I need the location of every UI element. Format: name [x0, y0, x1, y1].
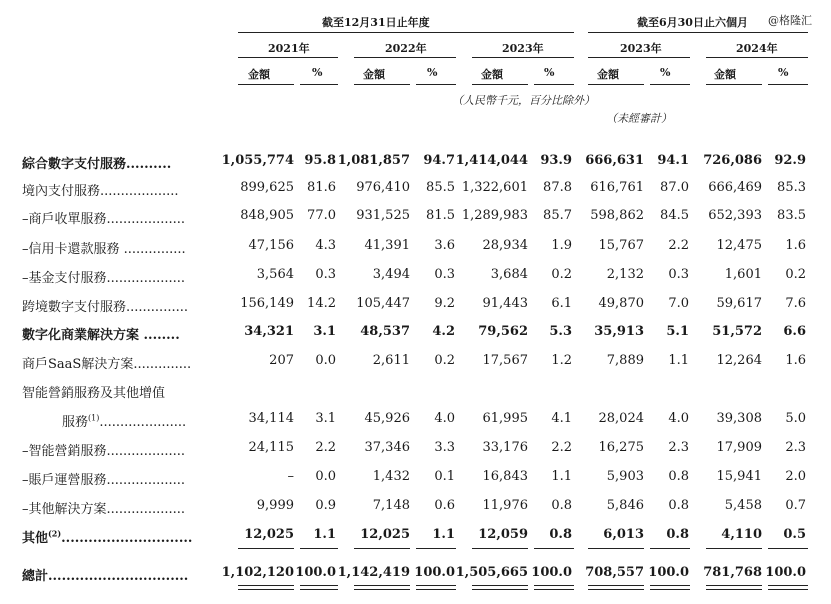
cell-amount-2021: 34,114 [248, 411, 294, 426]
cell-pct-2024-h1: 2.0 [785, 469, 806, 484]
year-header-2022: 2022年 [385, 42, 427, 55]
cell-amount-2023: 12,059 [478, 527, 528, 542]
row-label [22, 527, 192, 546]
cell-amount-2022: 45,926 [364, 411, 410, 426]
cell-pct-2024-h1: 0.2 [785, 267, 806, 282]
year-rule-2021 [238, 57, 338, 58]
cell-pct-2021: 0.0 [315, 353, 336, 368]
row-label-text: 總計............................... [22, 569, 189, 584]
cell-pct-2021: 1.1 [313, 527, 336, 542]
year-header-2023-h1: 2023年 [620, 42, 662, 55]
cell-amount-2024-h1: 726,086 [703, 153, 762, 168]
cell-pct-2024-h1: 1.6 [785, 238, 806, 253]
col-rule-amount-2024-h1 [706, 84, 762, 85]
cell-amount-2022: 41,391 [364, 238, 410, 253]
cell-pct-2024-h1: 85.3 [777, 180, 806, 195]
cell-pct-2021: 3.1 [315, 411, 336, 426]
cell-amount-2022: 12,025 [360, 527, 410, 542]
cell-pct-2023: 1.1 [551, 469, 572, 484]
cell-pct-2023-h1: 0.3 [668, 267, 689, 282]
row-label [22, 153, 171, 172]
cell-amount-2024-h1: 59,617 [716, 296, 762, 311]
row-label-text: 智能營銷服務及其他增值 [22, 386, 166, 401]
cell-pct-2021: 4.3 [315, 238, 336, 253]
row-label-text: 服務 [62, 415, 89, 430]
cell-pct-2024-h1: 0.5 [783, 527, 806, 542]
row-label-text: –基金支付服務................... [22, 271, 186, 286]
cell-pct-2021: 3.1 [313, 324, 336, 339]
row-label [22, 382, 165, 401]
cell-amount-2023-h1: 6,013 [603, 527, 644, 542]
cell-pct-2023-h1: 100.0 [648, 565, 689, 580]
cell-pct-2022: 4.2 [432, 324, 455, 339]
col-pct-2023-h1: % [660, 66, 671, 79]
cell-amount-2022: 7,148 [372, 498, 410, 513]
cell-amount-2024-h1: 12,475 [716, 238, 762, 253]
subtotal-rule-c1 [472, 548, 528, 549]
cell-pct-2023-h1: 94.1 [657, 153, 689, 168]
cell-amount-2023-h1: 598,862 [590, 208, 644, 223]
cell-pct-2023-h1: 0.8 [668, 469, 689, 484]
cell-pct-2022: 94.7 [423, 153, 455, 168]
cell-amount-2023: 1,289,983 [461, 208, 528, 223]
cell-amount-2023: 11,976 [482, 498, 528, 513]
year-header-2023: 2023年 [502, 42, 544, 55]
row-label [22, 238, 186, 257]
row-label-text: –商戶收單服務................... [22, 212, 186, 227]
col-rule-amount-2021 [238, 84, 294, 85]
col-rule-amount-2022 [354, 84, 410, 85]
cell-amount-2024-h1: 51,572 [712, 324, 762, 339]
total-double-rule-2023-pct [534, 585, 574, 590]
row-label-text: –智能營銷服務................... [22, 444, 186, 459]
cell-amount-2023: 91,443 [482, 296, 528, 311]
subtotal-rule-b2 [416, 548, 456, 549]
unit-note: （人民幣千元，百分比除外） [452, 94, 595, 107]
year-rule-2023-h1 [588, 57, 690, 58]
row-label-text: 境內支付服務................... [22, 184, 179, 199]
cell-pct-2022: 3.3 [434, 440, 455, 455]
cell-amount-2023: 16,843 [482, 469, 528, 484]
cell-pct-2021: 14.2 [307, 296, 336, 311]
cell-amount-2024-h1: 39,308 [716, 411, 762, 426]
col-rule-pct-2021 [300, 84, 338, 85]
row-label [22, 440, 185, 459]
cell-pct-2023-h1: 7.0 [668, 296, 689, 311]
row-label-text: –信用卡還款服務 ............... [22, 242, 186, 257]
cell-amount-2022: 1,432 [372, 469, 410, 484]
row-label [22, 208, 185, 227]
cell-amount-2023: 17,567 [482, 353, 528, 368]
col-rule-pct-2023-h1 [650, 84, 690, 85]
cell-pct-2023: 93.9 [540, 153, 572, 168]
cell-pct-2022: 3.6 [434, 238, 455, 253]
cell-amount-2021: 34,321 [244, 324, 294, 339]
leader-dots: ............................. [61, 531, 193, 546]
cell-pct-2023: 100.0 [531, 565, 572, 580]
col-pct-2023: % [544, 66, 555, 79]
subtotal-rule-d2 [650, 548, 690, 549]
col-rule-pct-2023 [534, 84, 574, 85]
cell-amount-2022: 3,494 [372, 267, 410, 282]
cell-amount-2021: 848,905 [240, 208, 294, 223]
cell-pct-2024-h1: 92.9 [774, 153, 806, 168]
col-amount-2022: 金額 [363, 68, 385, 81]
cell-amount-2021: 9,999 [256, 498, 294, 513]
cell-pct-2023-h1: 84.5 [660, 208, 689, 223]
row-label [22, 267, 185, 286]
cell-pct-2023: 1.2 [551, 353, 572, 368]
row-label-text: 綜合數字支付服務.......... [22, 157, 172, 172]
watermark: @格隆汇 [768, 14, 812, 27]
col-amount-2024-h1: 金額 [714, 68, 736, 81]
cell-amount-2021: 156,149 [240, 296, 294, 311]
subtotal-rule-a1 [238, 548, 294, 549]
subtotal-rule-b1 [354, 548, 410, 549]
cell-pct-2022: 1.1 [432, 527, 455, 542]
cell-amount-2024-h1: 4,110 [721, 527, 762, 542]
total-double-rule-2024-h1-pct [768, 585, 808, 590]
col-rule-amount-2023-h1 [588, 84, 644, 85]
cell-pct-2023: 6.1 [551, 296, 572, 311]
cell-pct-2024-h1: 100.0 [765, 565, 806, 580]
cell-amount-2021: 3,564 [256, 267, 294, 282]
row-label [22, 353, 191, 372]
cell-pct-2023: 2.2 [551, 440, 572, 455]
cell-amount-2022: 1,142,419 [337, 565, 410, 580]
cell-amount-2021: 1,102,120 [221, 565, 294, 580]
cell-amount-2024-h1: 17,909 [716, 440, 762, 455]
col-rule-pct-2024-h1 [768, 84, 808, 85]
row-label [22, 324, 180, 343]
cell-amount-2024-h1: 1,601 [724, 267, 762, 282]
cell-pct-2023: 0.8 [551, 498, 572, 513]
cell-pct-2024-h1: 83.5 [777, 208, 806, 223]
row-label [22, 469, 185, 488]
total-double-rule-2024-h1 [706, 585, 762, 590]
cell-pct-2021: 0.0 [315, 469, 336, 484]
cell-amount-2023: 1,414,044 [455, 153, 528, 168]
cell-pct-2023-h1: 0.8 [668, 498, 689, 513]
cell-amount-2021: 47,156 [248, 238, 294, 253]
cell-pct-2024-h1: 7.6 [785, 296, 806, 311]
cell-amount-2021: 1,055,774 [221, 153, 294, 168]
cell-pct-2021: 2.2 [315, 440, 336, 455]
total-double-rule-2023-h1-pct [650, 585, 690, 590]
row-label [22, 296, 188, 315]
cell-amount-2022: 48,537 [360, 324, 410, 339]
cell-pct-2021: 0.3 [315, 267, 336, 282]
col-rule-amount-2023 [472, 84, 528, 85]
col-amount-2021: 金額 [248, 68, 270, 81]
cell-amount-2023-h1: 666,631 [585, 153, 644, 168]
col-amount-2023: 金額 [481, 68, 503, 81]
group-header-year-end: 截至12月31日止年度 [322, 16, 430, 29]
cell-amount-2023-h1: 35,913 [594, 324, 644, 339]
group-header-six-months: 截至6月30日止六個月 [637, 16, 748, 29]
cell-pct-2024-h1: 5.0 [785, 411, 806, 426]
row-label [22, 180, 179, 199]
cell-pct-2022: 0.2 [434, 353, 455, 368]
cell-pct-2023: 4.1 [551, 411, 572, 426]
cell-pct-2023-h1: 2.3 [668, 440, 689, 455]
cell-pct-2023: 87.8 [543, 180, 572, 195]
cell-amount-2024-h1: 15,941 [716, 469, 762, 484]
cell-amount-2022: 2,611 [372, 353, 410, 368]
cell-pct-2021: 95.8 [304, 153, 336, 168]
year-header-2024-h1: 2024年 [736, 42, 778, 55]
cell-pct-2023-h1: 87.0 [660, 180, 689, 195]
cell-amount-2023: 3,684 [490, 267, 528, 282]
row-label [22, 565, 188, 584]
subtotal-rule-d1 [588, 548, 644, 549]
year-rule-2023 [472, 57, 574, 58]
cell-amount-2023-h1: 7,889 [606, 353, 644, 368]
total-double-rule-2023 [472, 585, 528, 590]
group-rule-six-months [588, 32, 808, 33]
cell-amount-2024-h1: 666,469 [708, 180, 762, 195]
cell-pct-2022: 9.2 [434, 296, 455, 311]
year-header-2021: 2021年 [268, 42, 310, 55]
cell-amount-2023-h1: 708,557 [585, 565, 644, 580]
total-double-rule-2021 [238, 585, 294, 590]
subtotal-rule-e1 [706, 548, 762, 549]
col-pct-2021: % [312, 66, 323, 79]
cell-amount-2023-h1: 616,761 [590, 180, 644, 195]
total-double-rule-2021-pct [300, 585, 338, 590]
cell-amount-2024-h1: 781,768 [703, 565, 762, 580]
year-rule-2024-h1 [706, 57, 808, 58]
cell-pct-2022: 85.5 [426, 180, 455, 195]
row-label-text: 商戶SaaS解決方案.............. [22, 357, 192, 372]
cell-pct-2023-h1: 5.1 [666, 324, 689, 339]
cell-amount-2023-h1: 16,275 [598, 440, 644, 455]
row-label-text: 數字化商業解決方案 ........ [22, 328, 180, 343]
cell-pct-2024-h1: 0.7 [785, 498, 806, 513]
cell-pct-2024-h1: 1.6 [785, 353, 806, 368]
cell-pct-2024-h1: 6.6 [783, 324, 806, 339]
cell-amount-2022: 37,346 [364, 440, 410, 455]
leader-dots: ..................... [99, 415, 187, 430]
cell-pct-2021: 0.9 [315, 498, 336, 513]
footnote-marker: (2) [48, 528, 62, 539]
group-rule-year-end [238, 32, 574, 33]
cell-amount-2023-h1: 28,024 [598, 411, 644, 426]
cell-pct-2023: 1.9 [551, 238, 572, 253]
cell-amount-2021: 24,115 [248, 440, 294, 455]
total-double-rule-2023-h1 [588, 585, 644, 590]
unaudited-note: （未經審計） [606, 112, 672, 125]
cell-amount-2023-h1: 49,870 [598, 296, 644, 311]
cell-pct-2024-h1: 2.3 [785, 440, 806, 455]
cell-pct-2023: 85.7 [543, 208, 572, 223]
cell-pct-2021: 77.0 [307, 208, 336, 223]
cell-amount-2023-h1: 2,132 [606, 267, 644, 282]
cell-amount-2023: 61,995 [482, 411, 528, 426]
cell-amount-2023-h1: 15,767 [598, 238, 644, 253]
cell-pct-2022: 0.1 [434, 469, 455, 484]
cell-amount-2023: 1,322,601 [461, 180, 528, 195]
footnote-marker: (1) [88, 413, 100, 423]
cell-pct-2022: 4.0 [434, 411, 455, 426]
cell-pct-2023: 0.8 [549, 527, 572, 542]
cell-amount-2022: 1,081,857 [337, 153, 410, 168]
cell-pct-2022: 100.0 [414, 565, 455, 580]
row-label-text: –其他解決方案................... [22, 502, 186, 517]
cell-amount-2023-h1: 5,846 [606, 498, 644, 513]
cell-amount-2024-h1: 652,393 [708, 208, 762, 223]
cell-pct-2021: 100.0 [295, 565, 336, 580]
cell-amount-2023: 33,176 [482, 440, 528, 455]
cell-pct-2022: 0.3 [434, 267, 455, 282]
cell-amount-2023: 28,934 [482, 238, 528, 253]
row-label-text: –賬戶運營服務................... [22, 473, 186, 488]
cell-amount-2024-h1: 12,264 [716, 353, 762, 368]
cell-pct-2022: 81.5 [426, 208, 455, 223]
cell-amount-2021: 207 [269, 353, 294, 368]
cell-amount-2022: 976,410 [356, 180, 410, 195]
cell-pct-2023: 0.2 [551, 267, 572, 282]
subtotal-rule-c2 [534, 548, 574, 549]
col-pct-2022: % [427, 66, 438, 79]
total-double-rule-2022 [354, 585, 410, 590]
year-rule-2022 [354, 57, 456, 58]
cell-pct-2023: 5.3 [549, 324, 572, 339]
cell-amount-2022: 931,525 [356, 208, 410, 223]
cell-amount-2022: 105,447 [356, 296, 410, 311]
cell-amount-2021: – [287, 469, 294, 484]
cell-pct-2022: 0.6 [434, 498, 455, 513]
cell-amount-2023: 79,562 [478, 324, 528, 339]
total-double-rule-2022-pct [416, 585, 456, 590]
cell-amount-2024-h1: 5,458 [724, 498, 762, 513]
cell-pct-2021: 81.6 [307, 180, 336, 195]
subtotal-rule-a2 [300, 548, 338, 549]
cell-pct-2023-h1: 1.1 [668, 353, 689, 368]
col-rule-pct-2022 [416, 84, 456, 85]
cell-pct-2023-h1: 4.0 [668, 411, 689, 426]
row-label [62, 411, 186, 430]
row-label-text: 跨境數字支付服務............... [22, 300, 188, 315]
cell-amount-2023-h1: 5,903 [606, 469, 644, 484]
cell-pct-2023-h1: 2.2 [668, 238, 689, 253]
col-amount-2023-h1: 金額 [597, 68, 619, 81]
subtotal-rule-e2 [768, 548, 808, 549]
cell-amount-2023: 1,505,665 [455, 565, 528, 580]
row-label-text: 其他 [22, 531, 49, 546]
cell-amount-2021: 12,025 [244, 527, 294, 542]
col-pct-2024-h1: % [778, 66, 789, 79]
row-label [22, 498, 185, 517]
cell-amount-2021: 899,625 [240, 180, 294, 195]
cell-pct-2023-h1: 0.8 [666, 527, 689, 542]
